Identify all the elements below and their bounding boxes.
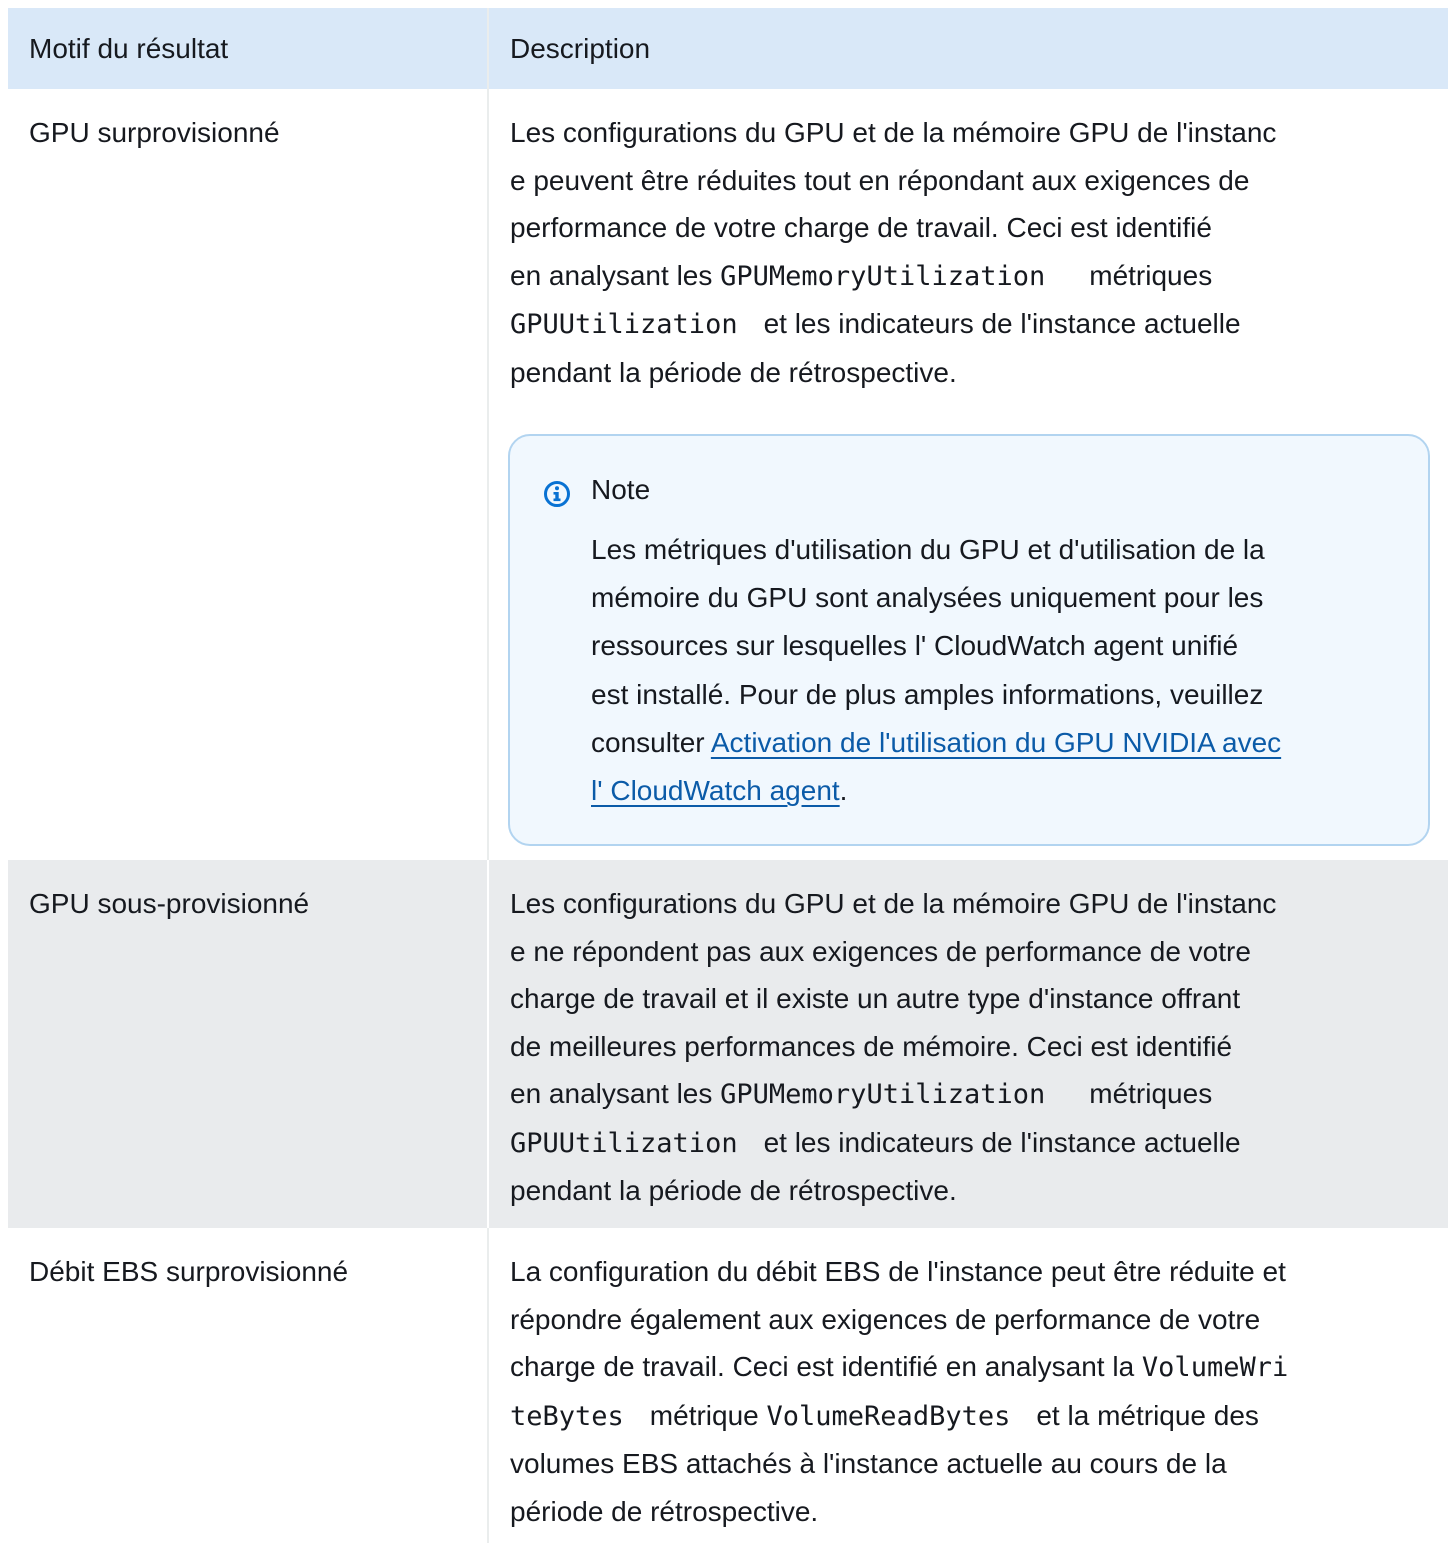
header-reason: Motif du résultat: [29, 33, 229, 64]
description-line: performance de votre charge de travail. Ceci est identifié: [510, 212, 1212, 243]
header-description: Description: [487, 8, 1448, 89]
note-line: est installé. Pour de plus amples informations, veuillez: [591, 678, 1264, 710]
note-line: mémoire du GPU sont analysées uniquement pour les: [591, 582, 1264, 614]
description-line: période de rétrospective.: [510, 1495, 819, 1527]
description-text: et la métrique des: [1036, 1399, 1259, 1431]
description-line: [510, 1343, 1428, 1392]
code-metric: GPUUtilization: [510, 309, 738, 340]
info-icon: [543, 480, 571, 508]
code-metric: VolumeReadBytes: [766, 1400, 1011, 1432]
description-cell: [487, 1228, 1448, 1543]
description-line: Les configurations du GPU et de la mémoire GPU de l'instanc: [510, 888, 1277, 919]
reason-cell: GPU surprovisionné: [29, 117, 280, 148]
description-text: en analysant les: [510, 259, 721, 291]
description-cell: [487, 89, 1448, 860]
description-text: métrique: [649, 1399, 767, 1431]
description-line: [510, 1392, 1428, 1441]
description-cell: [487, 860, 1448, 1228]
reason-cell: Débit EBS surprovisionné: [29, 1256, 349, 1287]
description-line: pendant la période de rétrospective.: [510, 356, 957, 388]
note-body: [591, 526, 1401, 815]
description-line: e ne répondent pas aux exigences de performance de votre: [510, 935, 1251, 967]
note-text: consulter: [591, 726, 711, 758]
description-line: Les configurations du GPU et de la mémoire GPU de l'instanc: [510, 117, 1277, 148]
code-metric: VolumeWri: [1141, 1352, 1289, 1383]
note-line: [591, 767, 1401, 815]
description-line: [510, 300, 1428, 349]
description-line: de meilleures performances de mémoire. Ceci est identifié: [510, 1030, 1233, 1062]
description-text: en analysant les: [510, 1078, 721, 1109]
description-line: e peuvent être réduites tout en répondant aux exigences de: [510, 164, 1250, 196]
cloudwatch-agent-link-continued[interactable]: l' CloudWatch agent: [591, 775, 840, 807]
note-line: [591, 719, 1401, 767]
note-text: .: [839, 775, 848, 807]
table-row: [8, 1228, 1448, 1543]
code-metric: GPUMemoryUtilization: [720, 1079, 1046, 1110]
reason-cell: GPU sous-provisionné: [29, 888, 310, 919]
description-text: charge de travail. Ceci est identifié en analysant la: [510, 1351, 1142, 1382]
description-line: pendant la période de rétrospective.: [510, 1175, 957, 1206]
table-row: [8, 89, 1448, 860]
note-title: Note: [591, 474, 651, 505]
table-row: [8, 860, 1448, 1228]
findings-table: [8, 8, 1448, 1543]
description-text: et les indicateurs de l'instance actuelle: [763, 1126, 1241, 1158]
description-line: [510, 252, 1428, 301]
code-metric: GPUMemoryUtilization: [720, 260, 1046, 292]
description-line: [510, 1119, 1428, 1168]
code-metric: GPUUtilization: [510, 1127, 738, 1159]
table-header: [8, 8, 1448, 89]
note-line: Les métriques d'utilisation du GPU et d'utilisation de la: [591, 534, 1265, 565]
description-text: et les indicateurs de l'instance actuelle: [763, 308, 1241, 339]
description-line: volumes EBS attachés à l'instance actuelle au cours de la: [510, 1448, 1227, 1479]
code-metric: teBytes: [510, 1400, 624, 1432]
description-text: métriques: [1089, 1078, 1213, 1109]
description-line: répondre également aux exigences de performance de votre: [510, 1303, 1261, 1335]
description-text: métriques: [1089, 259, 1213, 291]
description-line: La configuration du débit EBS de l'instance peut être réduite et: [510, 1256, 1286, 1287]
note-line: ressources sur lesquelles l' CloudWatch agent unifié: [591, 630, 1239, 662]
description-line: [510, 1070, 1428, 1119]
cloudwatch-agent-link[interactable]: Activation de l'utilisation du GPU NVIDIA avec: [710, 726, 1282, 758]
description-line: charge de travail et il existe un autre type d'instance offrant: [510, 983, 1241, 1014]
note-callout: [508, 434, 1430, 846]
